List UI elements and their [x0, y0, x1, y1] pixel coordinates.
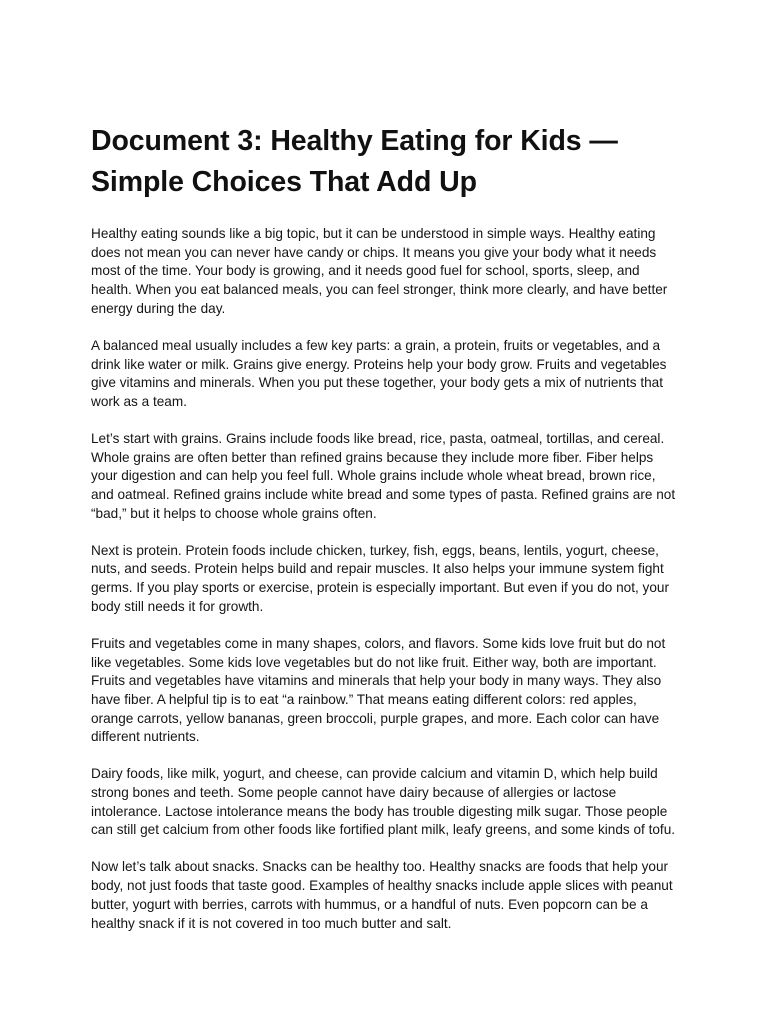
paragraph-protein: Next is protein. Protein foods include chicken, turkey, fish, eggs, beans, lentils, yogurt, cheese, nuts, and seeds. Protein helps build and repair muscles. It also helps your immune system fight germs. If you play sports or exercise, protein is especially important. But even if you do not, your body still needs it for growth.	[91, 542, 670, 614]
paragraph-balanced-meal: A balanced meal usually includes a few key parts: a grain, a protein, fruits or vegetables, and a drink like water or milk. Grains give energy. Proteins help your body grow. Fruits and vegetables give vitamins and minerals. When you put these together, your body gets a mix of nutrients that work as a team.	[91, 337, 667, 409]
document-title: Document 3: Healthy Eating for Kids — Simple Choices That Add Up	[91, 125, 618, 198]
paragraph-fruits-vegetables: Fruits and vegetables come in many shapes, colors, and flavors. Some kids love fruit but do not like vegetables. Some kids love vegetables but do not like fruit. Either way, both are important. Fruits and vegetables have vitamins and minerals that help your body in many ways. They also have fiber. A helpful tip is to eat “a rainbow.” That means eating different colors: red apples, orange carrots, yellow bananas, green broccoli, purple grapes, and more. Each color can have different nutrients.	[91, 635, 666, 745]
paragraph-snacks: Now let’s talk about snacks. Snacks can be healthy too. Healthy snacks are foods that help your body, not just foods that taste good. Examples of healthy snacks include apple slices with peanut butter, yogurt with berries, carrots with hummus, or a handful of nuts. Even popcorn can be a healthy snack if it is not covered in too much butter and salt.	[91, 859, 673, 931]
paragraph-intro: Healthy eating sounds like a big topic, but it can be understood in simple ways. Healthy eating does not mean you can never have candy or chips. It means you give your body what it needs most of the time. Your body is growing, and it needs good fuel for school, sports, sleep, and health. When you eat balanced meals, you can feel stronger, think more clearly, and have better energy during the day.	[91, 226, 668, 316]
paragraph-dairy: Dairy foods, like milk, yogurt, and cheese, can provide calcium and vitamin D, which help build strong bones and teeth. Some people cannot have dairy because of allergies or lactose intolerance. Lactose intolerance means the body has trouble digesting milk sugar. Those people can still get calcium from other foods like fortified plant milk, leafy greens, and some kinds of tofu.	[91, 766, 676, 838]
paragraph-grains: Let’s start with grains. Grains include foods like bread, rice, pasta, oatmeal, tortillas, and cereal. Whole grains are often better than refined grains because they include more fiber. Fiber helps your digestion and can help you feel full. Whole grains include whole wheat bread, brown rice, and oatmeal. Refined grains include white bread and some types of pasta. Refined grains are not “bad,” but it helps to choose whole grains often.	[91, 430, 676, 521]
